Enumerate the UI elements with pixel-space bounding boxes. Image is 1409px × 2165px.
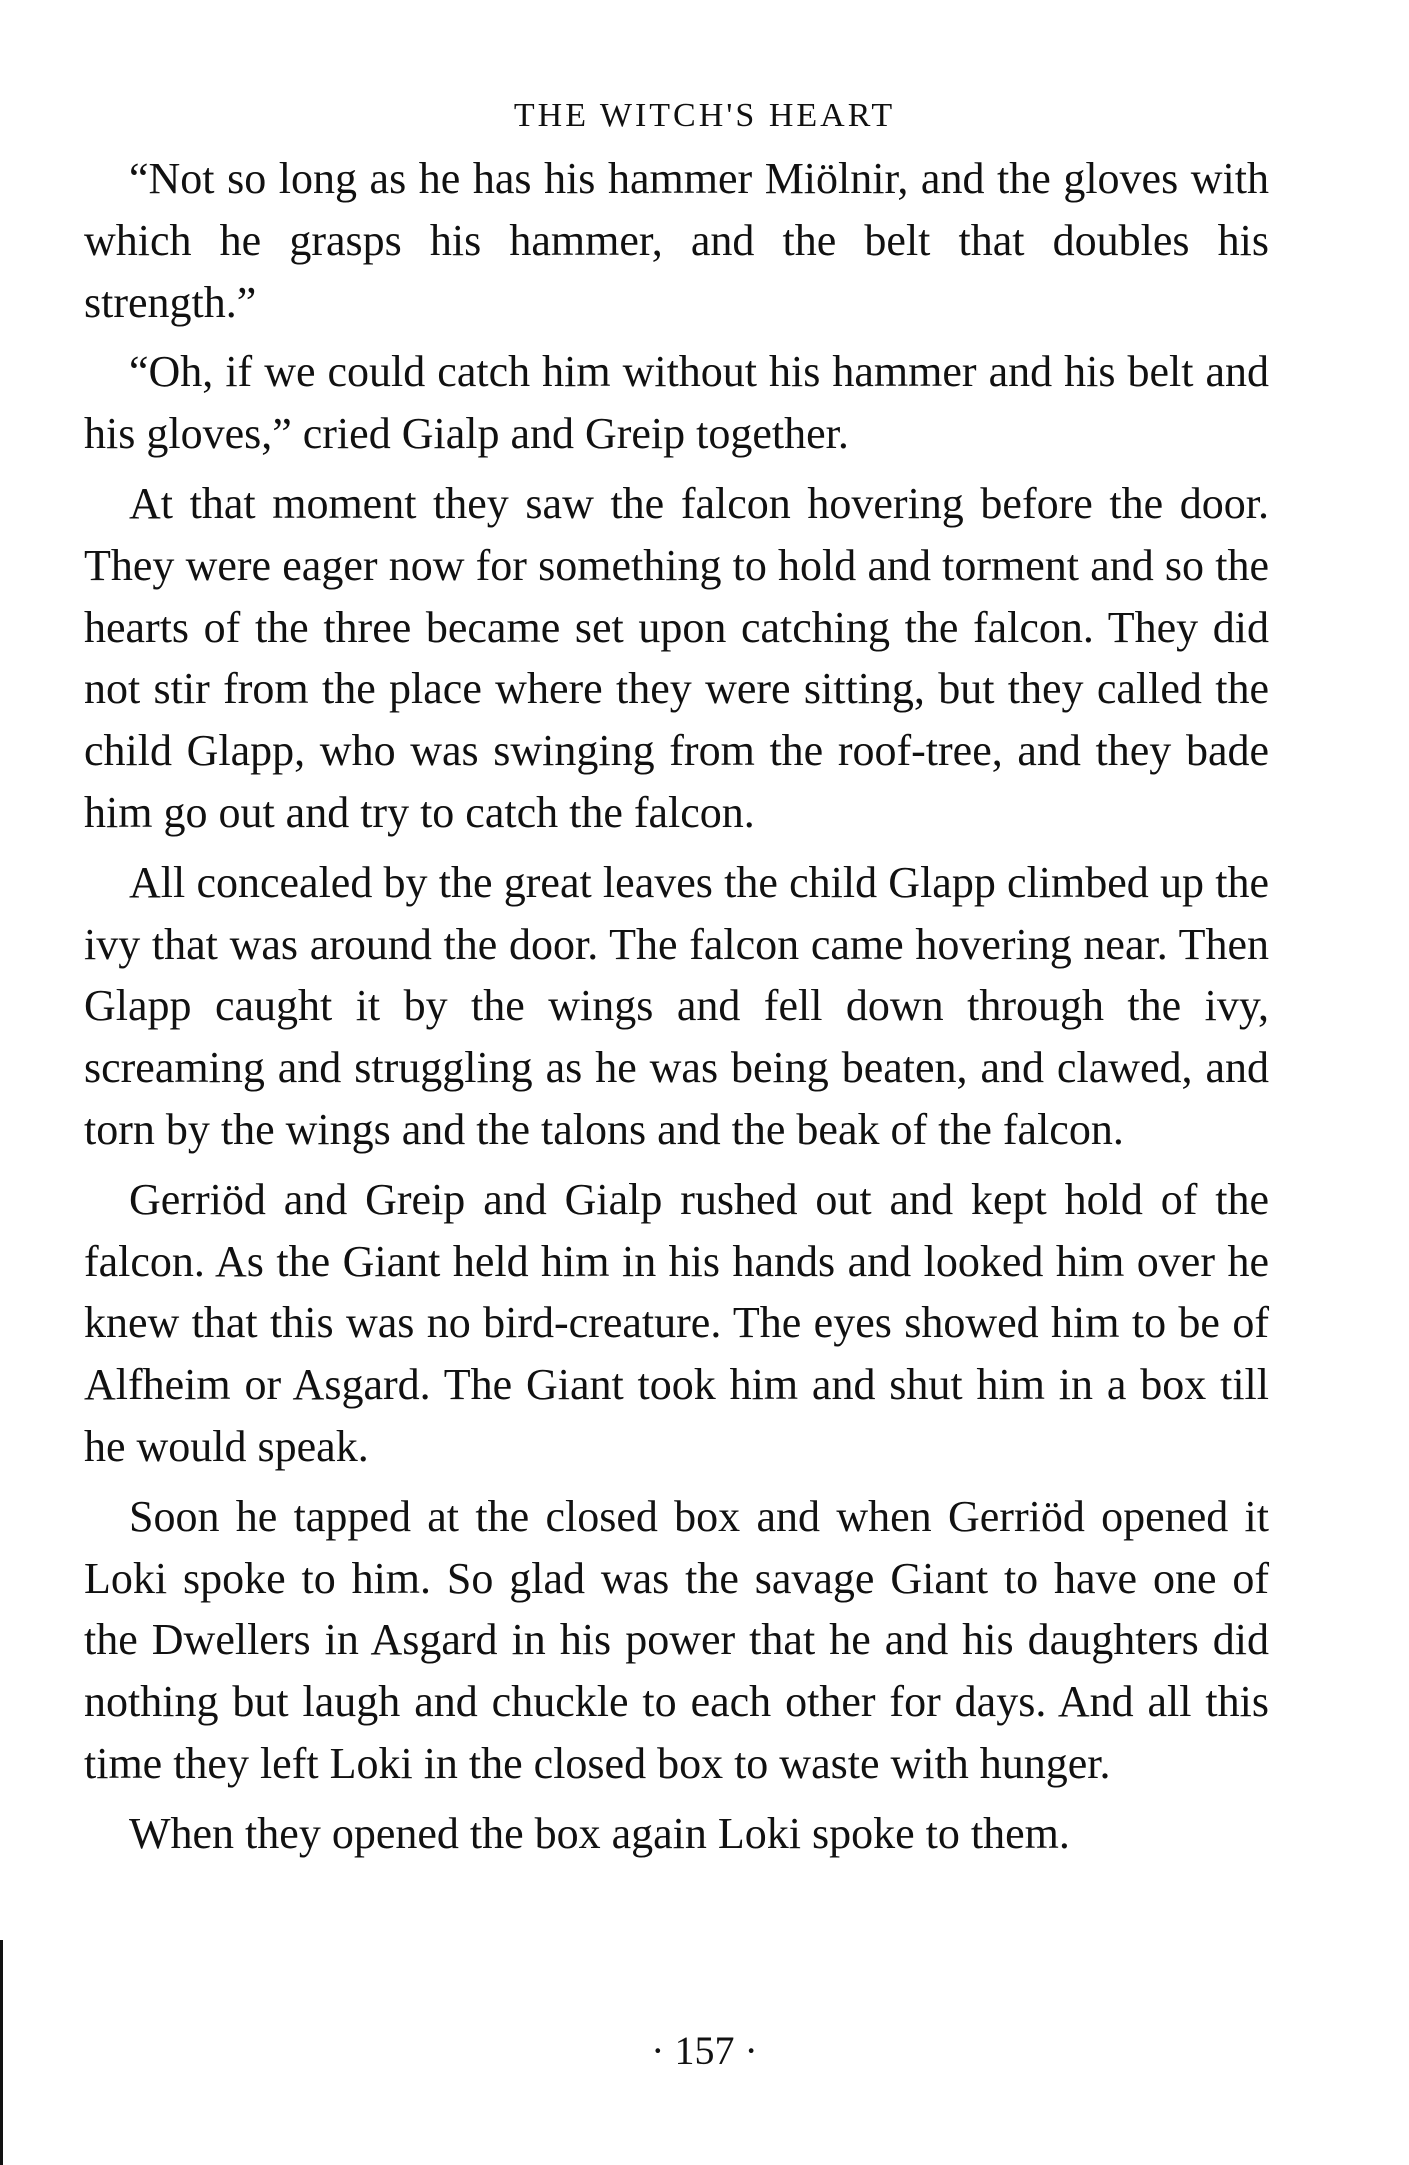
paragraph: At that moment they saw the falcon hovering before the door. They were eager now for something to hold and torment and so the hearts of the three became set upon catching the falcon. They did not stir from the place where they were sitting, but they called the child Glapp, who was swinging from the roof-tree, and they bade him go out and try to catch the falcon. <box>84 478 1269 837</box>
scan-edge-rule <box>0 1940 3 2165</box>
paragraph: “Oh, if we could catch him without his hammer and his belt and his gloves,” cried Gialp and Greip together. <box>84 347 1269 459</box>
paragraph: Soon he tapped at the closed box and when Gerriöd opened it Loki spoke to him. So glad was the savage Giant to have one of the Dwellers in Asgard in his power that he and his daughters did nothing but laugh and chuckle to each other for days. And all this time they left Loki in the closed box to waste with hunger. <box>84 1491 1269 1788</box>
paragraph: When they opened the box again Loki spoke to them. <box>129 1808 1070 1858</box>
paragraph: Gerriöd and Greip and Gialp rushed out and kept hold of the falcon. As the Giant held him in his hands and looked him over he knew that this was no bird-creature. The eyes showed him to be of Alfheim or Asgard. The Giant took him and shut him in a box till he would speak. <box>84 1174 1269 1471</box>
paragraph: “Not so long as he has his hammer Miölnir, and the gloves with which he grasps his hammer, and the belt that doubles his strength.” <box>84 154 1269 327</box>
paragraph: All concealed by the great leaves the child Glapp climbed up the ivy that was around the door. The falcon came hovering near. Then Glapp caught it by the wings and fell down through the ivy, screaming and struggling as he was being beaten, and clawed, and torn by the wings and the talons and the beak of the falcon. <box>84 857 1269 1154</box>
body-text <box>84 148 1269 1865</box>
running-head: THE WITCH'S HEART <box>513 97 896 134</box>
page-number: · 157 · <box>651 2028 758 2073</box>
